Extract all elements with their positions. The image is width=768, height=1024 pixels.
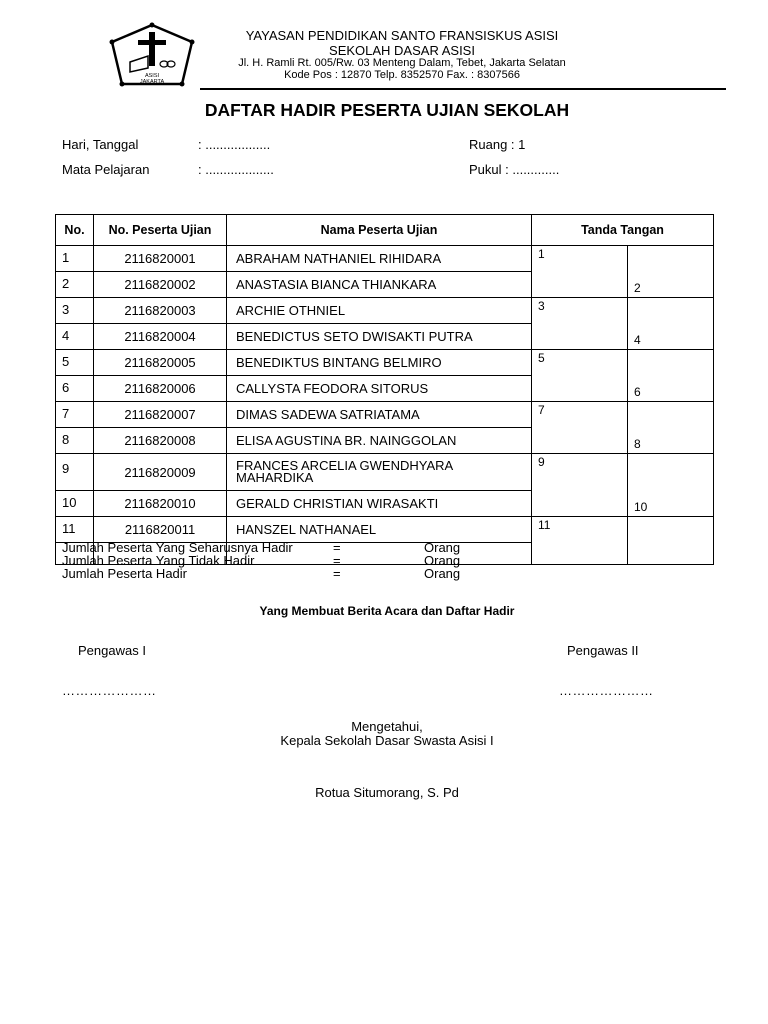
table-row [56,298,714,324]
table-header-row [56,215,714,246]
acknowledged-label: Mengetahui, [351,719,423,734]
row-no: 2 [56,272,94,298]
row-id: 2116820006 [94,376,227,402]
header-divider [200,88,726,90]
col-header-signature: Tanda Tangan [532,215,714,246]
signature-cell[interactable]: 3 [532,298,628,350]
row-name: BENEDIKTUS BINTANG BELMIRO [227,350,532,376]
row-id: 2116820008 [94,428,227,454]
row-no: 9 [56,454,94,491]
row-no: 8 [56,428,94,454]
row-name: ANASTASIA BIANCA THIANKARA [227,272,532,298]
signature-cell[interactable]: 4 [628,298,714,350]
row-id: 2116820001 [94,246,227,272]
row-no: 10 [56,491,94,517]
signature-cell[interactable]: 1 [532,246,628,298]
subject-value: : ................... [198,162,274,177]
row-id: 2116820003 [94,298,227,324]
summary-absent-unit: Orang [424,553,461,568]
summary-expected-label: Jumlah Peserta Yang Seharusnya Hadir [62,540,293,555]
row-name: DIMAS SADEWA SATRIATAMA [227,402,532,428]
row-id: 2116820005 [94,350,227,376]
table-row [56,517,714,543]
row-no: 7 [56,402,94,428]
row-id: 2116820007 [94,402,227,428]
day-value: : .................. [198,137,271,152]
row-name: HANSZEL NATHANAEL [227,517,532,543]
svg-text:JAKARTA: JAKARTA [139,79,165,85]
signature-cell[interactable]: 2 [628,246,714,298]
school-logo [104,22,200,88]
table-row [56,350,714,376]
school-address: Jl. H. Ramli Rt. 005/Rw. 03 Menteng Dalam, Tebet, Jakarta Selatan [238,57,566,69]
row-name: GERALD CHRISTIAN WIRASAKTI [227,491,532,517]
signature-cell[interactable]: 11 [532,517,628,565]
row-no: 1 [56,246,94,272]
table-row [56,454,714,491]
principal-name: Rotua Situmorang, S. Pd [315,785,459,800]
svg-text:ASISI: ASISI [144,73,160,79]
document-title: DAFTAR HADIR PESERTA UJIAN SEKOLAH [204,100,570,120]
row-id: 2116820004 [94,324,227,350]
row-no: 6 [56,376,94,402]
summary-expected-unit: Orang [424,540,461,555]
signature-cell[interactable]: 9 [532,454,628,517]
row-id: 2116820002 [94,272,227,298]
signature-cell[interactable]: 5 [532,350,628,402]
supervisor-2-signature-line: ………………… [559,683,654,698]
summary-present-unit: Orang [424,566,461,581]
time-label: Pukul : ............. [469,162,560,177]
supervisor-1-signature-line: ………………… [62,683,157,698]
summary-expected-eq: = [333,540,341,555]
subject-label: Mata Pelajaran [62,162,150,177]
summary-absent-eq: = [333,553,341,568]
day-label: Hari, Tanggal [62,137,139,152]
summary-present-eq: = [333,566,341,581]
row-no: 5 [56,350,94,376]
room-label: Ruang : 1 [469,137,526,152]
row-name: ELISA AGUSTINA BR. NAINGGOLAN [227,428,532,454]
table-row [56,402,714,428]
row-id: 2116820009 [94,454,227,491]
row-name: FRANCES ARCELIA GWENDHYARA MAHARDIKA [227,454,532,491]
row-name: CALLYSTA FEODORA SITORUS [227,376,532,402]
row-name: ABRAHAM NATHANIEL RIHIDARA [227,246,532,272]
signature-cell[interactable]: 6 [628,350,714,402]
row-no: 3 [56,298,94,324]
principal-title: Kepala Sekolah Dasar Swasta Asisi I [280,733,494,748]
row-no: 4 [56,324,94,350]
row-name: ARCHIE OTHNIEL [227,298,532,324]
foundation-name: YAYASAN PENDIDIKAN SANTO FRANSISKUS ASISI [245,28,559,43]
summary-absent-label: Jumlah Peserta Yang Tidak Hadir [62,553,255,568]
row-no: 11 [56,517,94,543]
col-header-name: Nama Peserta Ujian [227,215,532,246]
col-header-id: No. Peserta Ujian [94,215,227,246]
supervisor-2-label: Pengawas II [567,643,639,658]
signature-cell[interactable] [628,517,714,565]
signature-cell[interactable]: 10 [628,454,714,517]
school-name: SEKOLAH DASAR ASISI [329,43,475,58]
signatures-heading: Yang Membuat Berita Acara dan Daftar Hadir [259,604,515,618]
row-id: 2116820010 [94,491,227,517]
col-header-no: No. [56,215,94,246]
attendance-table [55,214,714,568]
school-contact: Kode Pos : 12870 Telp. 8352570 Fax. : 8307566 [284,69,520,81]
row-name: BENEDICTUS SETO DWISAKTI PUTRA [227,324,532,350]
supervisor-1-label: Pengawas I [78,643,146,658]
row-id: 2116820011 [94,517,227,543]
summary-present-label: Jumlah Peserta Hadir [62,566,187,581]
signature-cell[interactable]: 8 [628,402,714,454]
table-row [56,246,714,272]
signature-cell[interactable]: 7 [532,402,628,454]
